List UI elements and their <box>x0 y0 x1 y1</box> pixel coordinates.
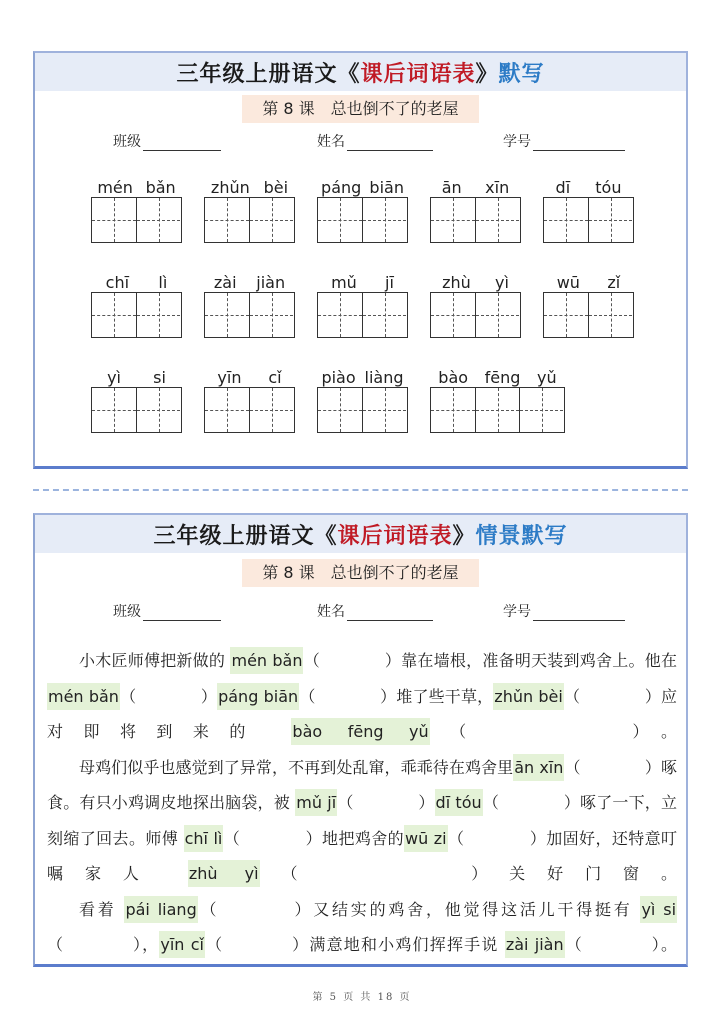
pinyin-highlight: mén bǎn <box>230 647 303 674</box>
title-suffix: 默写 <box>498 60 545 87</box>
pinyin-syllable: yīn <box>217 368 242 387</box>
pinyin-syllable: cǐ <box>268 368 282 387</box>
pinyin-highlight: mǔ jī <box>295 789 337 816</box>
title-highlight: 课后词语表 <box>337 522 453 549</box>
pinyin-syllable: wū <box>556 273 580 292</box>
class-label: 班级 <box>113 134 141 150</box>
title-suffix: 情景默写 <box>475 522 568 549</box>
class-line[interactable] <box>143 135 221 151</box>
pinyin-syllable: xīn <box>485 178 510 197</box>
name-field[interactable] <box>317 131 433 151</box>
pinyin-label <box>543 268 634 292</box>
writing-box[interactable] <box>249 293 293 337</box>
writing-box[interactable] <box>431 198 475 242</box>
pinyin-highlight: zhù yì <box>188 860 260 887</box>
pinyin-label <box>204 363 295 387</box>
tianzige-boxes <box>430 292 521 338</box>
blank-text[interactable]: （ ）又结实的鸡舍，他觉得这活儿干得挺有 <box>197 899 641 919</box>
pinyin-label <box>91 268 182 292</box>
pinyin-syllable: bào <box>438 368 469 387</box>
blank-text[interactable]: （ ）啄食。有只小鸡调皮地探出脑袋，被 <box>47 757 677 812</box>
class-label: 班级 <box>113 604 141 620</box>
text: 小木匠师傅把新做的 <box>79 651 231 670</box>
writing-box[interactable] <box>249 388 293 432</box>
writing-box[interactable] <box>92 293 136 337</box>
pinyin-highlight: ān xīn <box>513 754 564 781</box>
writing-box[interactable] <box>475 388 519 432</box>
writing-box[interactable] <box>249 198 293 242</box>
pinyin-label <box>317 173 408 197</box>
passage <box>47 643 677 963</box>
dictation-card <box>33 51 688 469</box>
tianzige-boxes <box>204 387 295 433</box>
pinyin-syllable: zǐ <box>607 273 621 292</box>
writing-box[interactable] <box>588 293 632 337</box>
pinyin-label <box>543 173 634 197</box>
writing-box[interactable] <box>475 198 519 242</box>
pinyin-syllable: biān <box>369 178 404 197</box>
word-grid <box>317 363 408 433</box>
tianzige-boxes <box>317 197 408 243</box>
blank-text[interactable]: （ ）应对即将到来的 <box>47 686 677 741</box>
writing-box[interactable] <box>519 388 563 432</box>
writing-box[interactable] <box>92 388 136 432</box>
blank-text[interactable]: （ ）。 <box>429 722 677 741</box>
blank-text[interactable]: （ ）靠在墙根，准备明天装到鸡舍上。他在 <box>303 651 677 670</box>
word-grid <box>543 268 634 338</box>
number-label: 学号 <box>503 604 531 620</box>
tianzige-boxes <box>91 292 182 338</box>
blank-text[interactable]: （ ） <box>119 686 218 706</box>
blank-text[interactable]: （ ）， <box>47 935 160 954</box>
pinyin-highlight: zhǔn bèi <box>493 683 564 710</box>
pinyin-syllable: páng <box>321 178 362 197</box>
pinyin-syllable: zhù <box>442 273 471 292</box>
writing-box[interactable] <box>205 198 249 242</box>
pinyin-syllable: piào <box>321 368 356 387</box>
tianzige-boxes <box>204 197 295 243</box>
page-number: 第 5 页 共 18 页 <box>312 992 412 1003</box>
pinyin-syllable: zhǔn <box>210 178 250 197</box>
pinyin-highlight: páng biān <box>217 683 299 710</box>
pinyin-syllable: lì <box>158 273 168 292</box>
number-line[interactable] <box>533 135 625 151</box>
name-line[interactable] <box>347 135 433 151</box>
tianzige-boxes <box>430 197 521 243</box>
writing-box[interactable] <box>205 293 249 337</box>
blank-text[interactable]: （ ）啄了一下，立刻缩了回去。师傅 <box>47 793 678 848</box>
text: 看着 <box>79 899 125 919</box>
pinyin-label <box>430 268 521 292</box>
title-main: 三年级上册语文《 <box>176 60 361 87</box>
blank-text[interactable]: （ ）地把鸡舍的 <box>223 828 405 848</box>
pinyin-syllable: tóu <box>595 178 622 197</box>
card-title <box>35 515 686 553</box>
word-grid <box>430 363 565 433</box>
writing-box[interactable] <box>136 388 180 432</box>
title-main: 三年级上册语文《 <box>153 522 338 549</box>
blank-text[interactable]: （ ）堆了些干草， <box>299 686 494 706</box>
title-close: 》 <box>475 60 499 87</box>
tianzige-boxes <box>317 292 408 338</box>
writing-box[interactable] <box>588 198 632 242</box>
student-info <box>35 127 686 157</box>
tianzige-boxes <box>543 197 634 243</box>
cut-line <box>33 489 688 491</box>
writing-box[interactable] <box>362 293 406 337</box>
word-grid <box>204 173 295 243</box>
pinyin-highlight: bào fēng yǔ <box>291 718 429 745</box>
class-field[interactable] <box>113 131 221 151</box>
number-field[interactable] <box>503 131 625 151</box>
pinyin-syllable: jī <box>385 273 394 292</box>
word-grid <box>543 173 634 243</box>
pinyin-syllable: mǔ <box>331 273 357 292</box>
word-grid <box>91 173 182 243</box>
name-line[interactable] <box>347 605 433 621</box>
writing-box[interactable] <box>205 388 249 432</box>
tianzige-boxes <box>543 292 634 338</box>
writing-box[interactable] <box>544 198 588 242</box>
pinyin-syllable: bǎn <box>145 178 176 197</box>
pinyin-label <box>91 363 182 387</box>
writing-box[interactable] <box>318 293 362 337</box>
pinyin-label <box>91 173 182 197</box>
word-grid <box>317 268 408 338</box>
pinyin-syllable: fēng <box>484 368 521 387</box>
blank-text[interactable]: （ ） <box>337 793 435 812</box>
number-label: 学号 <box>503 134 531 150</box>
pinyin-label <box>204 268 295 292</box>
pinyin-syllable: jiàn <box>256 273 286 292</box>
pinyin-syllable: dī <box>555 178 571 197</box>
pinyin-label <box>430 173 521 197</box>
scenario-card <box>33 513 688 967</box>
pinyin-label <box>430 363 565 387</box>
pinyin-highlight: pái liang <box>124 896 197 923</box>
writing-box[interactable] <box>544 293 588 337</box>
pinyin-highlight: yīn cǐ <box>159 931 205 958</box>
writing-box[interactable] <box>92 198 136 242</box>
word-grid <box>91 268 182 338</box>
pinyin-highlight: chī lì <box>184 825 224 852</box>
student-info <box>35 597 686 627</box>
pinyin-syllable: yǔ <box>537 368 557 387</box>
name-label: 姓名 <box>317 134 345 150</box>
tianzige-boxes <box>430 387 565 433</box>
number-field[interactable] <box>503 601 625 621</box>
class-line[interactable] <box>143 605 221 621</box>
title-close: 》 <box>452 522 476 549</box>
pinyin-highlight: zài jiàn <box>505 931 565 958</box>
writing-box[interactable] <box>362 198 406 242</box>
paragraph-3 <box>47 892 677 963</box>
pinyin-syllable: si <box>153 368 166 387</box>
writing-box[interactable] <box>362 388 406 432</box>
tianzige-boxes <box>91 197 182 243</box>
pinyin-syllable: yì <box>494 273 509 292</box>
title-highlight: 课后词语表 <box>360 60 476 87</box>
blank-text[interactable]: （ ）满意地和小鸡们挥挥手说 <box>204 935 505 954</box>
pinyin-highlight: wū zi <box>404 825 448 852</box>
paragraph-1 <box>47 643 677 750</box>
blank-text[interactable]: （ ）。 <box>564 935 677 954</box>
word-grid <box>430 268 521 338</box>
pinyin-syllable: bèi <box>263 178 289 197</box>
tianzige-boxes <box>317 387 408 433</box>
pinyin-highlight: yì si <box>640 896 677 923</box>
lesson-title: 第 8 课 总也倒不了的老屋 <box>242 95 478 123</box>
pinyin-syllable: ān <box>441 178 462 197</box>
pinyin-syllable: chī <box>105 273 130 292</box>
writing-box[interactable] <box>431 388 475 432</box>
writing-box[interactable] <box>431 293 475 337</box>
lesson-title: 第 8 课 总也倒不了的老屋 <box>242 559 478 587</box>
pinyin-label <box>204 173 295 197</box>
class-field[interactable] <box>113 601 221 621</box>
blank-text[interactable]: （ ）加固好，还特意叮嘱家人 <box>47 828 677 883</box>
writing-box[interactable] <box>136 293 180 337</box>
number-line[interactable] <box>533 605 625 621</box>
tianzige-boxes <box>204 292 295 338</box>
text: 母鸡们似乎也感觉到了异常，不再到处乱窜，乖乖待在鸡舍里 <box>79 757 514 777</box>
writing-box[interactable] <box>475 293 519 337</box>
blank-text[interactable]: （ ）关好门窗。 <box>259 864 677 883</box>
word-grid <box>430 173 521 243</box>
pinyin-syllable: zài <box>213 273 237 292</box>
writing-box[interactable] <box>318 198 362 242</box>
word-grid <box>204 363 295 433</box>
pinyin-syllable: liàng <box>364 368 404 387</box>
pinyin-highlight: dī tóu <box>435 789 483 816</box>
word-grid <box>317 173 408 243</box>
word-grid <box>91 363 182 433</box>
pinyin-highlight: mén bǎn <box>47 683 120 710</box>
pinyin-syllable: yì <box>107 368 121 387</box>
card-title <box>35 53 686 91</box>
writing-box[interactable] <box>136 198 180 242</box>
word-grid <box>204 268 295 338</box>
pinyin-syllable: mén <box>97 178 133 197</box>
writing-box[interactable] <box>318 388 362 432</box>
pinyin-label <box>317 363 408 387</box>
paragraph-2 <box>47 750 677 892</box>
tianzige-boxes <box>91 387 182 433</box>
name-field[interactable] <box>317 601 433 621</box>
name-label: 姓名 <box>317 604 345 620</box>
pinyin-label <box>317 268 408 292</box>
